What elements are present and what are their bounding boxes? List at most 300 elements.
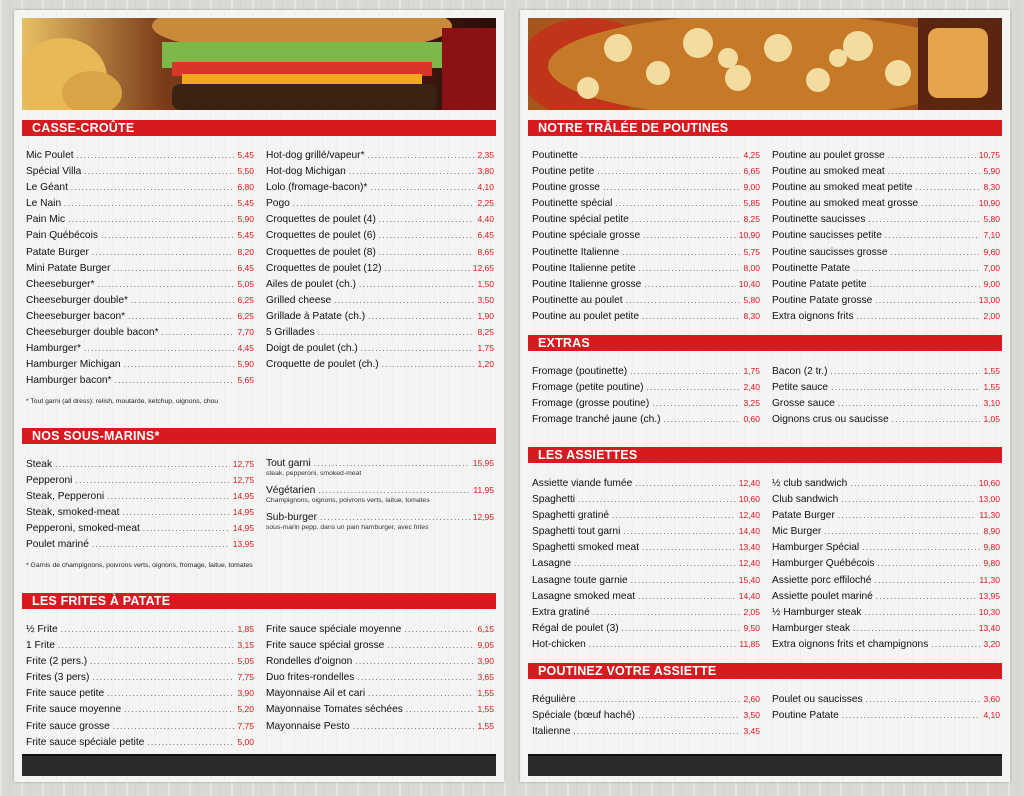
menu-item-price: 6,65: [743, 166, 760, 177]
menu-item-price: 3,50: [743, 710, 760, 721]
menu-item-name: Frite sauce spéciale moyenne: [266, 624, 402, 635]
section-casse-croute-title: CASSE-CROÛTE: [22, 120, 496, 136]
menu-item-name: Bacon (2 tr.): [772, 366, 828, 377]
menu-item: [26, 488, 254, 504]
menu-item-name: Grilled cheese: [266, 294, 332, 306]
menu-item-name: Lasagne: [532, 558, 572, 570]
menu-item: [772, 147, 1000, 163]
menu-item-price: 2,60: [743, 694, 760, 704]
dot-leader: [147, 735, 234, 751]
dot-leader: [122, 505, 229, 521]
dot-leader: [92, 537, 230, 553]
dot-leader: [652, 396, 740, 412]
menu-item: [266, 621, 494, 637]
assiettes-column-2: [772, 475, 1000, 652]
menu-item: [26, 195, 254, 211]
dot-leader: [647, 380, 741, 396]
dot-leader: [61, 622, 235, 638]
menu-item: [266, 718, 494, 734]
dot-leader: [368, 148, 475, 164]
menu-item-price: 14,95: [232, 507, 254, 518]
menu-item: [532, 539, 760, 555]
menu-item: [532, 604, 760, 620]
menu-item-price: 4,10: [477, 182, 494, 193]
menu-item-price: 7,10: [983, 230, 1000, 241]
menu-item-price: 7,75: [237, 720, 254, 731]
menu-item: [26, 244, 254, 260]
dot-leader: [368, 309, 474, 325]
menu-item: [532, 588, 760, 604]
menu-item: [26, 472, 254, 488]
dot-leader: [368, 686, 474, 702]
menu-item-price: 9,80: [983, 542, 1000, 553]
menu-item: [532, 379, 760, 395]
menu-item-name: Mayonnaise Ail et cari: [266, 688, 366, 700]
menu-item-price: 13,95: [978, 590, 1000, 601]
menu-item-price: 1,55: [983, 382, 1000, 393]
dot-leader: [58, 638, 235, 654]
dot-leader: [921, 196, 976, 212]
menu-item-name: Poutine au smoked meat grosse: [772, 198, 919, 210]
menu-item-price: 12,75: [232, 459, 254, 469]
dot-leader: [593, 605, 741, 621]
menu-item: [532, 691, 760, 707]
burger-photo: [22, 18, 496, 110]
menu-item: [772, 227, 1000, 243]
dot-leader: [622, 245, 740, 261]
menu-item: [772, 491, 1000, 507]
menu-item: [26, 685, 254, 701]
dot-leader: [642, 540, 736, 556]
menu-item-price: 14,95: [232, 523, 254, 534]
dot-leader: [353, 719, 475, 735]
menu-item-price: 3,50: [477, 294, 494, 305]
dot-leader: [635, 476, 735, 492]
menu-item-price: 1,90: [477, 310, 494, 321]
dot-leader: [387, 638, 474, 654]
dot-leader: [642, 309, 740, 325]
menu-item-price: 5,90: [237, 359, 254, 370]
menu-item-price: 3,65: [477, 672, 494, 683]
menu-item: [26, 372, 254, 388]
dot-leader: [334, 293, 474, 309]
menu-item-price: 12,65: [472, 262, 494, 273]
dot-leader: [107, 686, 234, 702]
menu-item-name: Poutine spéciale grosse: [532, 230, 641, 242]
dot-leader: [124, 357, 235, 373]
menu-item: [772, 211, 1000, 227]
menu-item: [772, 523, 1000, 539]
menu-item-price: 9,80: [983, 558, 1000, 569]
menu-item-name: Régulière: [532, 694, 576, 705]
dot-leader: [113, 261, 234, 277]
menu-item-price: 11,85: [739, 638, 760, 649]
dot-leader: [862, 540, 980, 556]
menu-item: [26, 734, 254, 750]
menu-item-price: 10,75: [978, 150, 1000, 160]
menu-item: [26, 718, 254, 734]
menu-item-price: 4,25: [743, 150, 760, 160]
menu-item-name: Sub-burger: [266, 512, 317, 523]
dot-leader: [71, 180, 235, 196]
menu-item-name: Spaghetti smoked meat: [532, 542, 640, 554]
menu-item-price: 13,00: [978, 494, 1000, 505]
menu-item: [772, 395, 1000, 411]
menu-item-name: Poutine petite: [532, 166, 595, 178]
menu-item-name: Spaghetti: [532, 494, 576, 506]
menu-item-name: Fromage (petite poutine): [532, 382, 644, 394]
menu-item: [26, 292, 254, 308]
menu-item-name: Mic Poulet: [26, 150, 74, 161]
menu-item-price: 7,70: [237, 327, 254, 338]
menu-item-price: 3,60: [983, 694, 1000, 704]
poutinez-column-1: [532, 691, 760, 739]
menu-item: [532, 507, 760, 523]
menu-item-price: 11,95: [473, 485, 494, 495]
menu-item-name: Assiette porc effiloché: [772, 574, 872, 586]
menu-page-left: [14, 10, 504, 782]
menu-item: [266, 276, 494, 292]
menu-item-name: Hamburger bacon*: [26, 375, 112, 387]
poutines-column-1: [532, 147, 760, 324]
menu-item-name: Duo frites-rondelles: [266, 672, 355, 684]
menu-item-price: 8,30: [743, 310, 760, 321]
menu-item-name: Grillade à Patate (ch.): [266, 310, 366, 322]
menu-item-name: Oignons crus ou saucisse: [772, 414, 889, 426]
menu-item: [532, 163, 760, 179]
menu-item: [26, 147, 254, 163]
menu-item-price: 2,35: [477, 150, 494, 160]
menu-item: [532, 292, 760, 308]
menu-item: [266, 456, 494, 483]
menu-item-name: Hamburger Michigan: [26, 359, 121, 371]
menu-item-name: Croquettes de poulet (4): [266, 214, 376, 226]
dot-leader: [876, 589, 976, 605]
menu-item-price: 9,60: [983, 246, 1000, 257]
menu-item: [26, 163, 254, 179]
sous-marins-column-2: [266, 456, 494, 537]
menu-item-name: Grosse sauce: [772, 398, 835, 410]
menu-item-price: 10,30: [978, 606, 1000, 617]
poutine-photo: [528, 18, 1002, 110]
assiettes-column-1: [532, 475, 760, 652]
dot-leader: [128, 309, 234, 325]
menu-item-name: Patate Burger: [26, 246, 89, 258]
dot-leader: [293, 196, 475, 212]
menu-item-name: Extra gratiné: [532, 606, 590, 618]
dot-leader: [581, 148, 741, 164]
menu-item-price: 5,05: [237, 656, 254, 667]
menu-item-name: Patate Burger: [772, 510, 835, 522]
dot-leader: [831, 380, 980, 396]
menu-item: [266, 483, 494, 510]
menu-item-price: 9,00: [743, 182, 760, 193]
menu-item-name: Hot-chicken: [532, 638, 586, 650]
menu-item-price: 8,25: [477, 327, 494, 338]
extras-column-2: [772, 363, 1000, 427]
menu-item-price: 0,60: [743, 414, 760, 425]
dot-leader: [639, 261, 741, 277]
menu-item-price: 8,00: [743, 262, 760, 273]
menu-item-price: 12,75: [232, 475, 254, 486]
dot-leader: [915, 180, 980, 196]
menu-item-price: 3,15: [237, 640, 254, 651]
menu-item-price: 1,05: [983, 414, 1000, 425]
dot-leader: [838, 396, 981, 412]
dot-leader: [349, 164, 475, 180]
menu-item-name: Frite sauce grosse: [26, 720, 110, 732]
menu-item-description: sous-marin pepp. dans un pain hamburger, avec frites: [266, 524, 429, 531]
menu-item-name: Poutinette Italienne: [532, 246, 620, 258]
menu-item: [266, 292, 494, 308]
dot-leader: [622, 621, 741, 637]
menu-item: [266, 163, 494, 179]
menu-item: [26, 340, 254, 356]
menu-item-price: 5,65: [237, 375, 254, 386]
dot-leader: [75, 473, 229, 489]
menu-item: [26, 456, 254, 472]
menu-item-price: 12,40: [738, 510, 760, 521]
menu-item-price: 4,40: [477, 214, 494, 225]
dot-leader: [101, 228, 235, 244]
menu-item-name: ½ Frite: [26, 624, 58, 635]
menu-item-name: Assiette poulet mariné: [772, 590, 873, 602]
menu-item-name: Extra oignons frits et champignons: [772, 638, 929, 650]
menu-item-name: Fromage (poutinette): [532, 366, 628, 377]
dot-leader: [385, 261, 470, 277]
menu-item: [532, 411, 760, 427]
dot-leader: [850, 476, 975, 492]
menu-item-price: 13,95: [232, 539, 254, 550]
menu-item: [266, 227, 494, 243]
menu-item-price: 5,80: [743, 294, 760, 305]
menu-item-price: 9,50: [743, 622, 760, 633]
dot-leader: [888, 164, 981, 180]
dot-leader: [589, 637, 737, 653]
menu-page-right: [520, 10, 1010, 782]
sous-marins-footnote: * Garnis de champignons, poivrons verts, oignons, fromage, laitue, tomates: [26, 562, 253, 569]
menu-item: [532, 491, 760, 507]
poutines-column-2: [772, 147, 1000, 324]
dot-leader: [77, 148, 235, 164]
menu-item-name: Hamburger Québécois: [772, 558, 875, 570]
menu-item-name: Poutine au smoked meat petite: [772, 182, 913, 194]
dot-leader: [64, 196, 234, 212]
dot-leader: [84, 164, 234, 180]
menu-item-name: Poutine au poulet grosse: [772, 150, 885, 161]
menu-item-price: 9,00: [983, 278, 1000, 289]
dot-leader: [631, 573, 736, 589]
menu-item: [26, 637, 254, 653]
menu-item-name: Doigt de poulet (ch.): [266, 343, 358, 355]
dot-leader: [143, 521, 230, 537]
menu-item-name: Hamburger steak: [772, 622, 851, 634]
frites-column-1: [26, 621, 254, 750]
dot-leader: [644, 277, 735, 293]
dot-leader: [382, 357, 475, 373]
menu-item: [532, 244, 760, 260]
menu-item-name: Le Nain: [26, 198, 62, 210]
section-sous-marins-title: NOS SOUS-MARINS*: [22, 428, 496, 444]
dot-leader: [579, 692, 741, 708]
menu-item-name: Poutine Italienne petite: [532, 262, 636, 274]
menu-item-name: Extra oignons frits: [772, 310, 854, 322]
dot-leader: [574, 724, 741, 740]
menu-item: [532, 572, 760, 588]
dot-leader: [578, 492, 736, 508]
menu-item: [26, 520, 254, 536]
menu-item-name: Hamburger*: [26, 343, 81, 355]
dot-leader: [878, 556, 981, 572]
menu-item-name: Hot-dog Michigan: [266, 166, 346, 178]
menu-item: [532, 723, 760, 739]
menu-item-price: 8,30: [983, 182, 1000, 193]
menu-item: [266, 179, 494, 195]
dot-leader: [404, 622, 474, 638]
menu-item-price: 4,45: [237, 343, 254, 354]
menu-item: [266, 685, 494, 701]
menu-item-price: 4,10: [983, 710, 1000, 721]
menu-item-name: Poutine spécial petite: [532, 214, 629, 226]
menu-item-name: Tout garni: [266, 458, 311, 469]
section-extras-title: EXTRAS: [528, 335, 1002, 351]
menu-item-name: Lolo (fromage-bacon)*: [266, 182, 368, 194]
menu-item: [532, 147, 760, 163]
dot-leader: [831, 364, 981, 380]
frites-column-2: [266, 621, 494, 734]
menu-item-name: Lasagne smoked meat: [532, 590, 636, 602]
menu-item-price: 8,25: [743, 214, 760, 225]
menu-item-price: 1,75: [477, 343, 494, 354]
dot-leader: [885, 228, 981, 244]
menu-item-name: Cheeseburger*: [26, 278, 95, 290]
menu-item-price: 5,45: [237, 150, 254, 160]
menu-item-name: Hot-dog grillé/vapeur*: [266, 150, 365, 161]
menu-item-price: 5,45: [237, 230, 254, 241]
dot-leader: [107, 489, 230, 505]
menu-item: [26, 653, 254, 669]
casse-croute-column-1: [26, 147, 254, 388]
menu-item-name: Pain Québécois: [26, 230, 98, 242]
menu-item-price: 10,60: [978, 478, 1000, 488]
sous-marins-column-1: [26, 456, 254, 553]
menu-item-price: 2,25: [477, 198, 494, 209]
menu-item-name: Végétarien: [266, 485, 316, 496]
menu-item-price: 5,75: [743, 246, 760, 257]
menu-item-price: 5,20: [237, 704, 254, 715]
menu-item-price: 1,50: [477, 278, 494, 289]
dot-leader: [92, 670, 234, 686]
dot-leader: [355, 654, 474, 670]
menu-item: [532, 195, 760, 211]
menu-item: [26, 276, 254, 292]
menu-item-name: Poutine grosse: [532, 182, 600, 194]
menu-item-name: Poutine Patate: [772, 710, 839, 722]
dot-leader: [874, 573, 976, 589]
dot-leader: [638, 708, 740, 724]
menu-item-price: 7,00: [983, 262, 1000, 273]
dot-leader: [379, 245, 475, 261]
menu-item-name: Fromage tranché jaune (ch.): [532, 414, 661, 426]
menu-item-name: Steak: [26, 459, 53, 470]
menu-item: [26, 308, 254, 324]
menu-item-name: Rondelles d'oignon: [266, 656, 353, 668]
menu-item-price: 1,55: [477, 720, 494, 731]
dot-leader: [638, 589, 736, 605]
menu-item-name: Frites (3 pers): [26, 672, 90, 684]
menu-item: [26, 536, 254, 552]
dot-leader: [370, 180, 474, 196]
menu-item-name: Mic Burger: [772, 526, 822, 538]
extras-column-1: [532, 363, 760, 427]
dot-leader: [406, 702, 475, 718]
dot-leader: [630, 364, 740, 380]
menu-item: [26, 356, 254, 372]
menu-item-price: 8,20: [237, 246, 254, 257]
menu-item-price: 12,40: [738, 558, 760, 569]
footer-bar-left: [22, 754, 496, 776]
menu-item: [26, 179, 254, 195]
menu-item-price: 1,55: [477, 688, 494, 699]
menu-item-name: Poulet mariné: [26, 539, 89, 551]
dot-leader: [853, 261, 980, 277]
menu-item: [26, 324, 254, 340]
menu-item: [532, 636, 760, 652]
menu-item-name: Croquettes de poulet (12): [266, 262, 382, 274]
dot-leader: [612, 508, 736, 524]
menu-item: [772, 163, 1000, 179]
menu-item-name: Régal de poulet (3): [532, 622, 619, 634]
menu-item-name: Poutinette: [532, 150, 578, 161]
menu-item: [532, 227, 760, 243]
menu-item-name: Pepperoni: [26, 475, 73, 487]
dot-leader: [379, 212, 475, 228]
menu-item-name: ½ Hamburger steak: [772, 606, 862, 618]
menu-item-price: 1,85: [237, 624, 254, 634]
menu-item: [26, 211, 254, 227]
menu-item: [532, 555, 760, 571]
section-poutinez-title: POUTINEZ VOTRE ASSIETTE: [528, 663, 1002, 679]
menu-item-name: Frite sauce moyenne: [26, 704, 122, 716]
dot-leader: [615, 196, 740, 212]
menu-item-name: Poutinette saucisses: [772, 214, 866, 226]
menu-item-price: 5,90: [983, 166, 1000, 177]
menu-item-price: 5,90: [237, 214, 254, 225]
menu-item-name: Cheeseburger double*: [26, 294, 128, 306]
menu-item: [772, 691, 1000, 707]
menu-item-price: 5,45: [237, 198, 254, 209]
menu-item-price: 14,40: [738, 526, 760, 537]
dot-leader: [361, 341, 475, 357]
menu-item: [266, 195, 494, 211]
menu-item-name: Mayonnaise Tomates séchées: [266, 704, 403, 716]
menu-item: [532, 308, 760, 324]
dot-leader: [98, 277, 235, 293]
dot-leader: [603, 180, 740, 196]
menu-item-price: 1,55: [983, 366, 1000, 376]
menu-item-name: Poulet ou saucisses: [772, 694, 863, 705]
menu-item-name: Frite sauce spéciale petite: [26, 736, 145, 748]
menu-item: [266, 669, 494, 685]
menu-item-price: 5,50: [237, 166, 254, 177]
casse-croute-column-2: [266, 147, 494, 372]
section-poutines-title: NOTRE TRÂLÉE DE POUTINES: [528, 120, 1002, 136]
menu-item-price: 6,45: [237, 262, 254, 273]
menu-item-name: Croquettes de poulet (8): [266, 246, 376, 258]
menu-item-name: Frite sauce petite: [26, 688, 105, 700]
menu-item: [26, 621, 254, 637]
dot-leader: [318, 325, 475, 341]
